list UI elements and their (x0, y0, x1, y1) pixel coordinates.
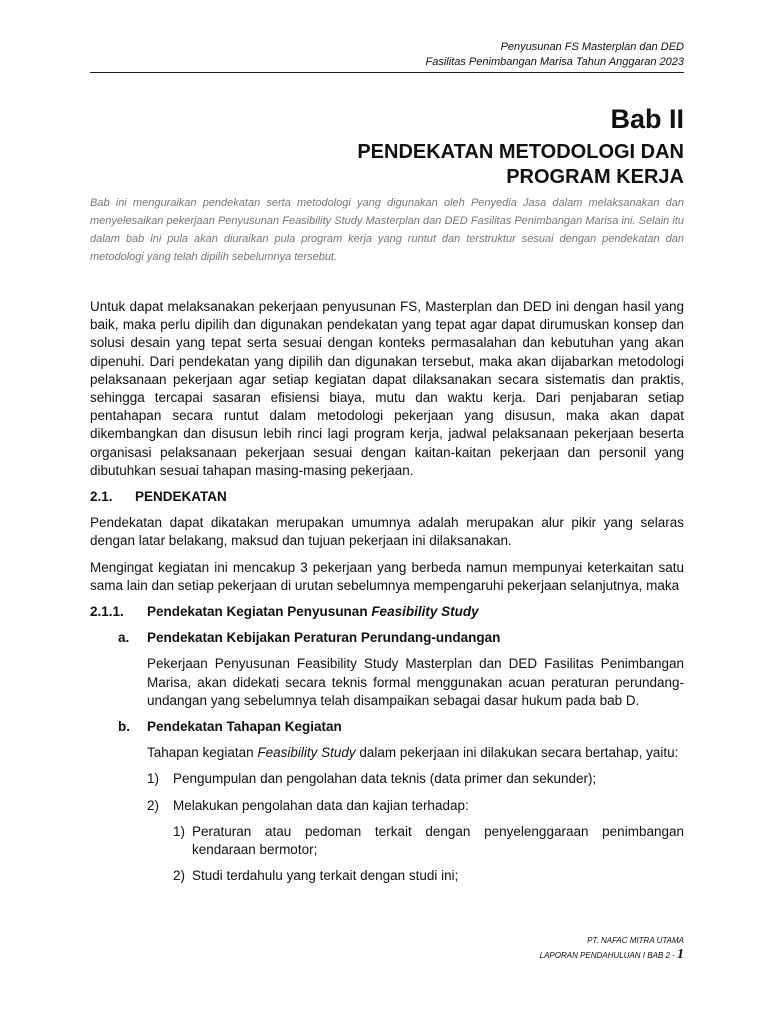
section-heading-2-1 (90, 488, 684, 506)
section-title (147, 603, 479, 621)
intro-paragraph: Untuk dapat melaksanakan pekerjaan penyusunan FS, Masterplan dan DED ini dengan hasil yang baik, maka perlu dipilih dan digunakan pendekatan yang tepat agar dapat dirumuskan konsep dan solusi desain yang tepat serta sesuai dengan konteks permasalahan dan kebutuhan yang akan dipenuhi. Dari pendekatan yang dipilih dan digunakan tersebut, maka akan dijabarkan metodologi pelaksanaan pekerjaan agar setiap kegiatan dapat dilaksanakan secara sistematis dan praktis, sehingga tercapai sasaran efisiensi biaya, mutu dan waktu kerja. Dari penjabaran setiap pentahapan secara runtut dalam metodologi pekerjaan yang disusun, maka akan dapat dikembangkan dan disusun lebih rinci lagi program kerja, jadwal pelaksanaan pekerjaan beserta organisasi pelaksanaan pekerjaan sesuai dengan kaitan-kaitan pekerjaan dan personil yang dibutuhkan sesuai tahapan masing-masing pekerjaan. (90, 299, 684, 478)
sublist-item (90, 823, 684, 859)
chapter-title-line-1: PENDEKATAN METODOLOGI DAN (357, 141, 684, 163)
list-item (90, 797, 684, 815)
paragraph-text: dalam pekerjaan ini dilakukan secara bertahap, yaitu: (355, 745, 679, 761)
header-line-1: Penyusunan FS Masterplan dan DED (500, 41, 684, 53)
section-number: 2.1.1. (90, 604, 124, 620)
footer-company: PT. NAFAC MITRA UTAMA (587, 936, 684, 945)
chapter-title-line-2: PROGRAM KERJA (506, 166, 684, 188)
section-title-text: Pendekatan Kegiatan Penyusunan (147, 604, 372, 620)
chapter-label: Bab II (610, 104, 684, 134)
subsection-a-paragraph: Pekerjaan Penyusunan Feasibility Study Masterplan dan DED Fasilitas Penimbangan Marisa, akan didekati secara teknis formal menggunakan acuan peraturan perundang-undangan yang sebelumnya telah disampaikan sebagai dasar hukum pada bab D. (147, 656, 684, 708)
footer-report-label: LAPORAN PENDAHULUAN I BAB 2 - (539, 951, 677, 960)
subsection-heading-a (90, 629, 684, 647)
sublist-item (90, 867, 684, 885)
section-number: 2.1. (90, 489, 113, 505)
section-title-italic: Feasibility Study (371, 604, 479, 620)
chapter-title (357, 140, 684, 190)
section-title: PENDEKATAN (135, 489, 227, 505)
list-text: Pengumpulan dan pengolahan data teknis (data primer dan sekunder); (173, 771, 597, 787)
pendekatan-paragraph: Pendekatan dapat dikatakan merupakan umumnya adalah merupakan alur pikir yang selaras dengan latar belakang, maksud dan tujuan pekerjaan ini dilaksanakan. (90, 515, 684, 549)
mengingat-paragraph: Mengingat kegiatan ini mencakup 3 pekerjaan yang berbeda namun mempunyai keterkaitan satu sama lain dan setiap pekerjaan di urutan sebelumnya mempengaruhi pekerjaan selanjutnya, maka (90, 559, 684, 593)
header-divider (90, 72, 684, 73)
running-header (426, 40, 684, 70)
sublist-text: Studi terdahulu yang terkait dengan studi ini; (192, 868, 459, 884)
list-item (90, 770, 684, 788)
subsection-title: Pendekatan Tahapan Kegiatan (147, 719, 342, 735)
subsection-heading-b (90, 718, 684, 736)
header-line-2: Fasilitas Penimbangan Marisa Tahun Anggaran 2023 (425, 56, 684, 68)
footer-report (540, 948, 684, 963)
page-number: 1 (677, 947, 684, 962)
subsection-letter: b. (118, 719, 130, 735)
paragraph-text: Tahapan kegiatan (147, 745, 258, 761)
list-number: 2) (147, 797, 160, 813)
sublist-text: Peraturan atau pedoman terkait dengan penyelenggaraan penimbangan kendaraan bermotor; (192, 823, 684, 858)
section-heading-2-1-1 (90, 603, 684, 621)
running-footer (540, 934, 684, 963)
subsection-title: Pendekatan Kebijakan Peraturan Perundang-undangan (147, 630, 501, 646)
list-number: 1) (147, 771, 160, 787)
sublist-number: 2) (173, 868, 186, 884)
sublist-number: 1) (173, 823, 186, 839)
list-text: Melakukan pengolahan data dan kajian terhadap: (173, 797, 469, 813)
chapter-abstract: Bab ini menguraikan pendekatan serta metodologi yang digunakan oleh Penyedia Jasa dalam melaksanakan dan menyelesaikan pekerjaan Penyusunan Feasibility Study Masterplan dan DED Fasilitas Penimbangan Marisa ini. Selain itu dalam bab ini pula akan diuraikan pula program kerja yang runtut dan terstruktur sesuai dengan pendekatan dan metodologi yang telah dipilih sebelumnya tersebut. (90, 197, 684, 263)
paragraph-italic: Feasibility Study (257, 745, 356, 761)
document-body (90, 298, 684, 893)
subsection-b-paragraph (90, 744, 684, 762)
subsection-letter: a. (118, 630, 130, 646)
